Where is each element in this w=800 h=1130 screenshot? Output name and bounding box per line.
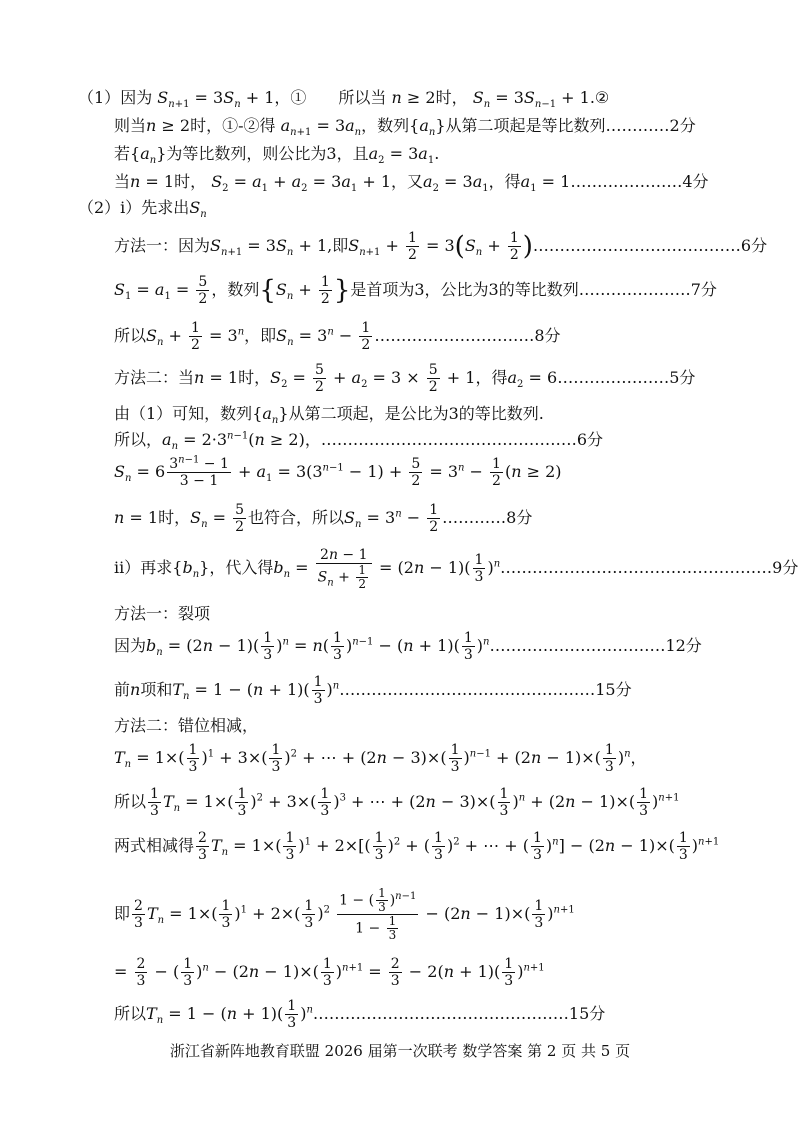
shift-line1: $T_n = 1\times$( $\frac{1}{3}$ )$^1$ + 3×( $\frac{1}{3}$ )$^2$ + ⋯ + (2n − 3)×( $\frac{1}{3}$ )$^{n-1}$ + (2n − 1)×( $\frac{1}{3}$ )$^n$， bbox=[114, 742, 647, 775]
shift-line4: 即 $\frac{2}{3}$ $T_n = 1\times$( $\frac{1}{3}$ )$^1$ + 2×( $\frac{1}{3}$ )$^2$ 1 − ( $\frac{1}{3}$ )$^{n-1}$ 1 − $\frac{1}{3}$ − (2n − 1)×( $\frac{1}{3}$ )$^{n+1}$ bbox=[114, 886, 575, 942]
part1-line3: 若$\{a_n\}$为等比数列，则公比为3，且$a_2 = 3a_1$. bbox=[114, 144, 440, 167]
shift-final-line: 所以$T_n = 1 - (n + 1)$( $\frac{1}{3}$ )$^n$…………………………………………15分 bbox=[114, 998, 606, 1031]
method2-line3: 所以，$a_n = 2\cdot 3^{n-1}(n \ge 2)$，…………………………………………6分 bbox=[114, 430, 603, 453]
part2-ii-line: ii）再求$\{b_n\}$，代入得$b_n$ = 2n − 1 $S_n$ + $\frac{1}{2}$ = (2n − 1)( $\frac{1}{3}$ )$^n$……………………………………………9分 bbox=[114, 546, 799, 591]
method1-line2: $S_1 = a_1$ = $\frac{5}{2}$ ，数列{$S_n$ + $\frac{1}{2}$ }是首项为3，公比为3的等比数列…………………7分 bbox=[114, 274, 717, 307]
method1-line1: 方法一：因为$S_{n+1} = 3S_n + 1$,即$S_{n+1}$ + $\frac{1}{2}$ = $3(S_n$ + $\frac{1}{2}$ )…………………………………6分 bbox=[114, 230, 768, 263]
method1-line3: 所以$S_n$ + $\frac{1}{2}$ = $3^n$，即$S_n = 3^n$ − $\frac{1}{2}$ …………………………8分 bbox=[114, 320, 561, 353]
shift-line5: = $\frac{2}{3}$ − ( $\frac{1}{3}$ )$^n$ − (2n − 1)×( $\frac{1}{3}$ )$^{n+1}$ = $\frac{2}{3}$ − 2(n + 1)( $\frac{1}{3}$ )$^{n+1}$ bbox=[114, 956, 545, 989]
method2-line5: n = 1时，$S_n$ = $\frac{5}{2}$ 也符合，所以$S_n = 3^n$ − $\frac{1}{2}$ …………8分 bbox=[114, 502, 533, 535]
shift-method-title: 方法二：错位相减， bbox=[114, 716, 259, 735]
part2-title: （2）i）先求出$S_n$ bbox=[78, 198, 207, 221]
split-method-title: 方法一：裂项 bbox=[114, 604, 211, 623]
part1-line2: 则当n ≥ 2时，①-②得 $a_{n+1} = 3a_n$，数列$\{a_n\}$从第二项起是等比数列…………2分 bbox=[114, 116, 696, 139]
split-line: 因为$b_n = (2n - 1)$( $\frac{1}{3}$ )$^n$ = n( $\frac{1}{3}$ )$^{n-1}$ − (n + 1)( $\frac{1}{3}$ )$^n$……………………………12分 bbox=[114, 630, 702, 663]
part1-line4: 当n = 1时， $S_2 = a_1 + a_2 = 3a_1 + 1$，又$a_2 = 3a_1$，得$a_1$ = 1…………………4分 bbox=[114, 172, 709, 195]
method2-line1: 方法二：当n = 1时，$S_2$ = $\frac{5}{2}$ + $a_2 = 3$ × $\frac{5}{2}$ + 1，得$a_2$ = 6…………………5分 bbox=[114, 362, 696, 395]
shift-line3: 两式相减得 $\frac{2}{3}$ $T_n = 1\times$( $\frac{1}{3}$ )$^1$ + 2×[( $\frac{1}{3}$ )$^2$ + ( $\frac{1}{3}$ )$^2$ + ⋯ + ( $\frac{1}{3}$ )$^n$] − (2n − 1)×( $\frac{1}{3}$ )$^{n+1}$ bbox=[114, 830, 720, 863]
method2-line4: $S_n = 6$ $\frac{3^{n-1} - 1}{3 - 1}$ + $a_1 = 3(3^{n-1} - 1)$ + $\frac{5}{2}$ = $3^n$ − $\frac{1}{2}$ (n ≥ 2) bbox=[114, 454, 562, 489]
page-footer: 浙江省新阵地教育联盟 2026 届第一次联考 数学答案 第 2 页 共 5 页 bbox=[169, 1042, 631, 1060]
shift-line2: 所以 $\frac{1}{3}$ $T_n = 1\times$( $\frac{1}{3}$ )$^2$ + 3×( $\frac{1}{3}$ )$^3$ + ⋯ + (2n − 3)×( $\frac{1}{3}$ )$^n$ + (2n − 1)×( $\frac{1}{3}$ )$^{n+1}$ bbox=[114, 786, 680, 819]
sum-line: 前n项和$T_n = 1 - (n + 1)$( $\frac{1}{3}$ )$^n$…………………………………………15分 bbox=[114, 674, 632, 707]
method2-line2: 由（1）可知，数列$\{a_n\}$从第二项起，是公比为3的等比数列. bbox=[114, 404, 544, 427]
part1-line1: （1）因为 $S_{n+1} = 3S_n + 1$，① 所以当 n ≥ 2时， $S_n = 3S_{n-1}$ + 1.② bbox=[78, 88, 610, 111]
